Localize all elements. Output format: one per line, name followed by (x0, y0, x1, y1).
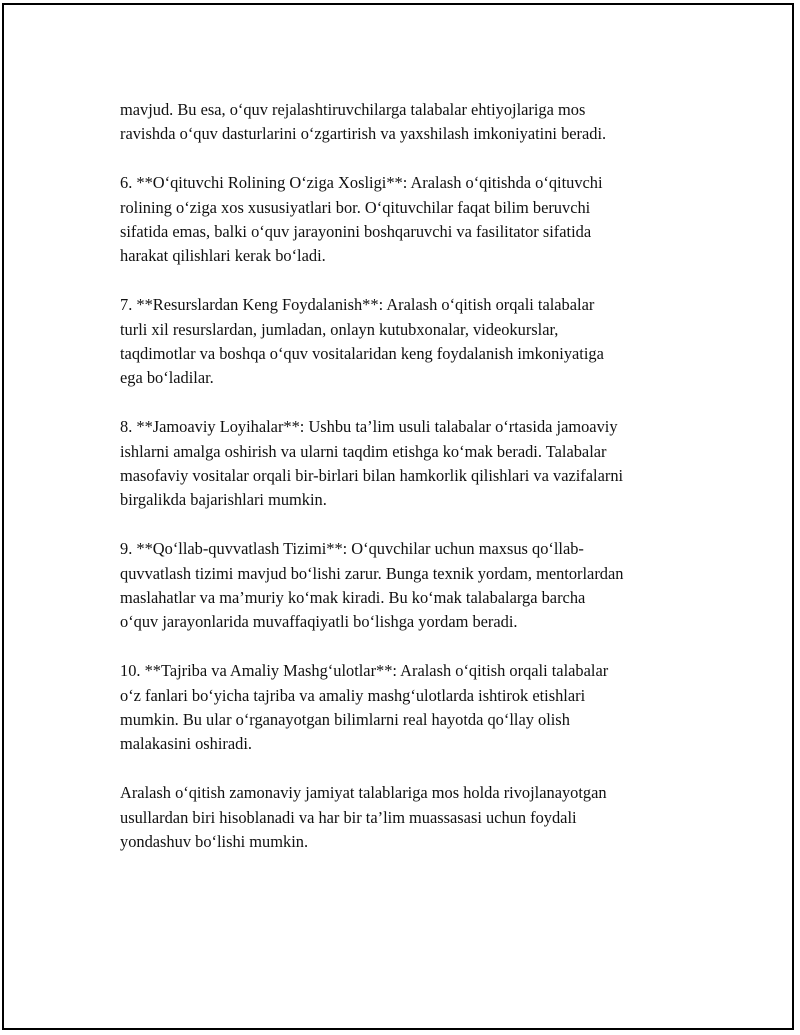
text-line: o‘quv jarayonlarida muvaffaqiyatli bo‘lishga yordam beradi. (120, 612, 518, 632)
text-line: ishlarni amalga oshirish va ularni taqdim etishga ko‘mak beradi. Talabalar (120, 441, 607, 461)
paragraph-item-10 (120, 659, 700, 757)
text-line: ravishda o‘quv dasturlarini o‘zgartirish va yaxshilash imkoniyatini beradi. (120, 124, 607, 144)
text-line: turli xil resurslardan, jumladan, onlayn kutubxonalar, videokurslar, (120, 319, 559, 339)
text-line: malakasini oshiradi. (120, 734, 253, 754)
text-line: harakat qilishlari kerak bo‘ladi. (120, 246, 326, 266)
text-line: ega bo‘ladilar. (120, 368, 214, 388)
text-line: 9. **Qo‘llab-quvvatlash Tizimi**: O‘quvchilar uchun maxsus qo‘llab- (120, 539, 584, 559)
text-line: masofaviy vositalar orqali bir-birlari bilan hamkorlik qilishlari va vazifalarni (120, 466, 624, 486)
text-line: 7. **Resurslardan Keng Foydalanish**: Aralash o‘qitish orqali talabalar (120, 295, 595, 315)
text-line: 8. **Jamoaviy Loyihalar**: Ushbu ta’lim usuli talabalar o‘rtasida jamoaviy (120, 417, 618, 437)
text-line: o‘z fanlari bo‘yicha tajriba va amaliy mashg‘ulotlarda ishtirok etishlari (120, 685, 586, 705)
text-line: rolining o‘ziga xos xususiyatlari bor. O‘qituvchilar faqat bilim beruvchi (120, 197, 591, 217)
text-line: usullardan biri hisoblanadi va har bir ta’lim muassasasi uchun foydali (120, 807, 577, 827)
text-line: Aralash o‘qitish zamonaviy jamiyat talablariga mos holda rivojlanayotgan (120, 783, 607, 803)
page-frame (2, 3, 794, 1030)
paragraph-item-9 (120, 537, 700, 635)
text-line: mavjud. Bu esa, o‘quv rejalashtiruvchilarga talabalar ehtiyojlariga mos (120, 100, 586, 119)
text-line: 10. **Tajriba va Amaliy Mashg‘ulotlar**: Aralash o‘qitish orqali talabalar (120, 661, 609, 681)
text-line: 6. **O‘qituvchi Rolining O‘ziga Xosligi**: Aralash o‘qitishda o‘qituvchi (120, 173, 603, 193)
document-body (120, 98, 700, 879)
text-line: sifatida emas, balki o‘quv jarayonini boshqaruvchi va fasilitator sifatida (120, 222, 592, 242)
paragraph-item-8 (120, 415, 700, 513)
text-line: yondashuv bo‘lishi mumkin. (120, 832, 309, 852)
text-line: mumkin. Bu ular o‘rganayotgan bilimlarni real hayotda qo‘llay olish (120, 710, 570, 730)
paragraph-intro-continuation (120, 98, 700, 147)
text-line: quvvatlash tizimi mavjud bo‘lishi zarur. Bunga texnik yordam, mentorlardan (120, 563, 624, 583)
paragraph-conclusion (120, 781, 700, 854)
text-line: maslahatlar va ma’muriy ko‘mak kiradi. Bu ko‘mak talabalarga barcha (120, 588, 586, 608)
paragraph-item-6 (120, 171, 700, 269)
text-line: taqdimotlar va boshqa o‘quv vositalaridan keng foydalanish imkoniyatiga (120, 344, 604, 364)
paragraph-item-7 (120, 293, 700, 391)
text-line: birgalikda bajarishlari mumkin. (120, 490, 327, 510)
